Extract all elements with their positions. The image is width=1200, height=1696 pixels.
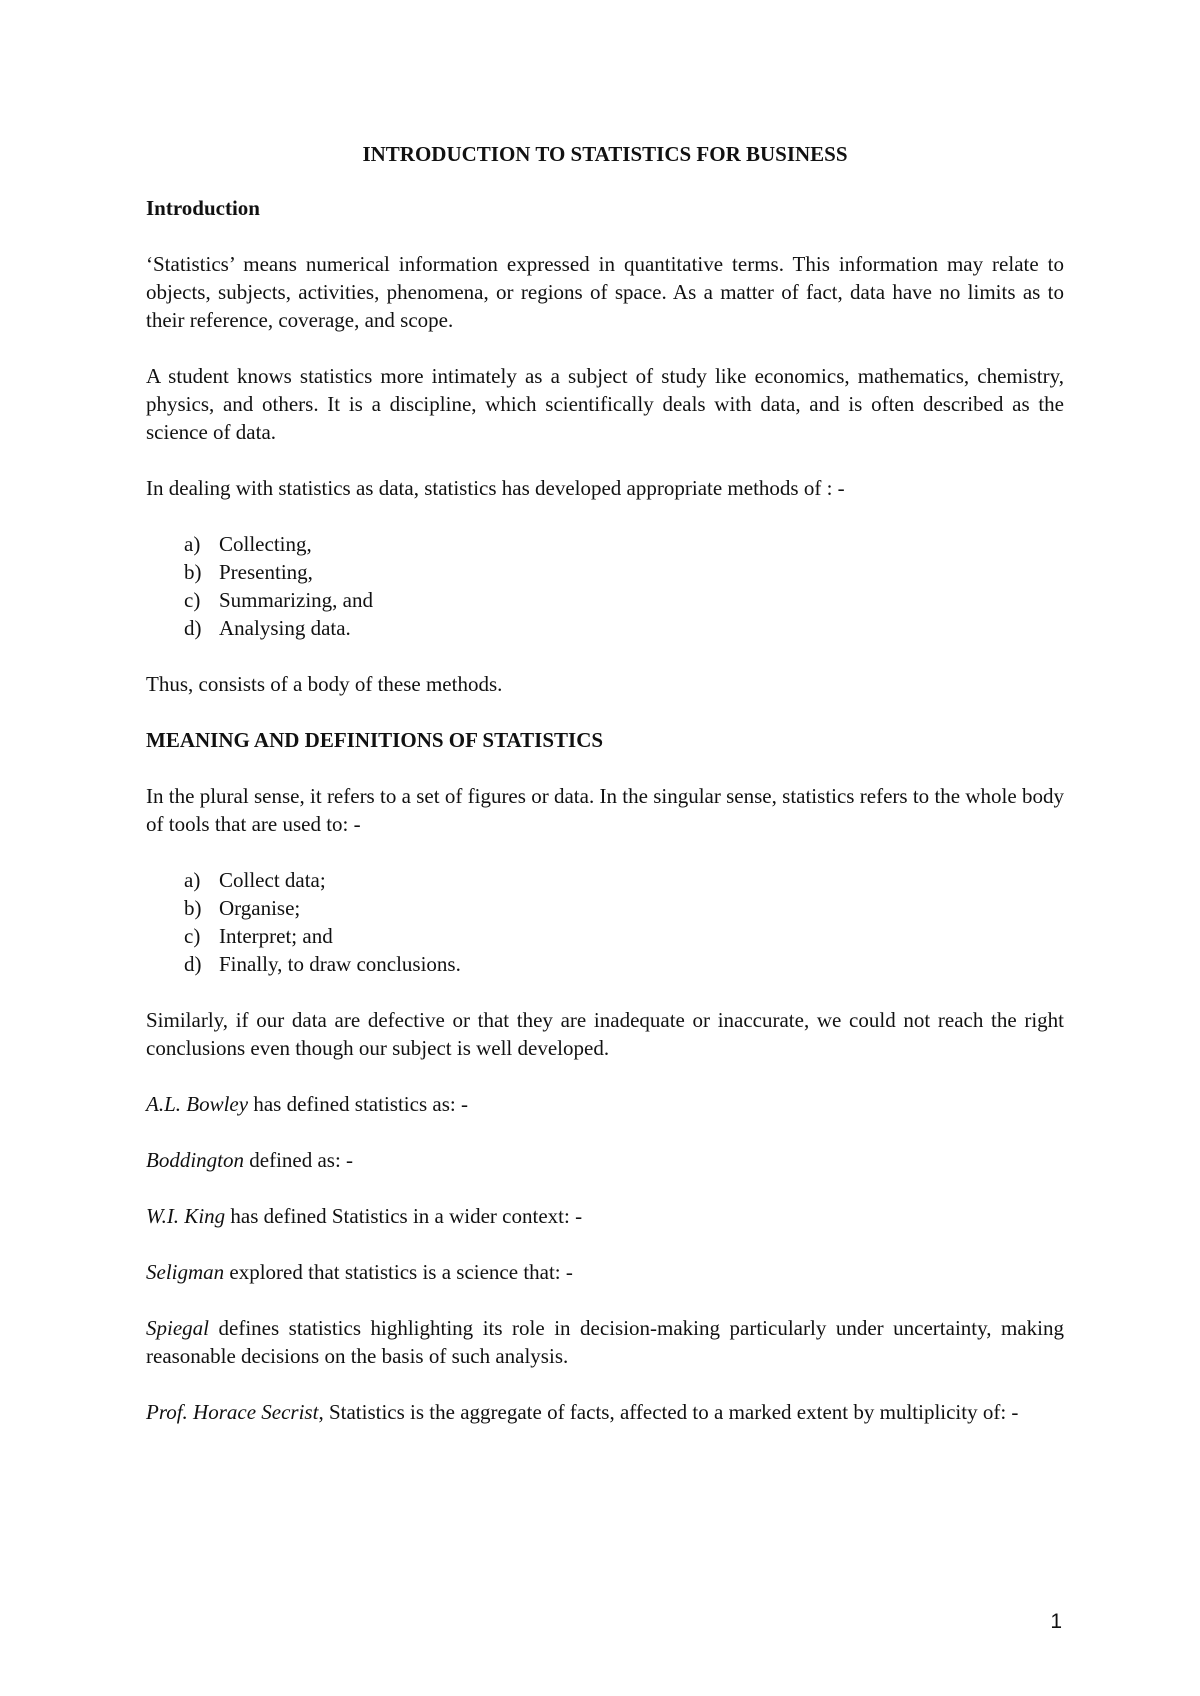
list-marker: d) <box>184 616 202 640</box>
paragraph-methods-intro: In dealing with statistics as data, statistics has developed appropriate methods of : - <box>146 476 845 500</box>
author-name: A.L. Bowley <box>146 1092 249 1116</box>
list-item <box>146 530 1064 558</box>
list-item <box>146 950 1064 978</box>
list-item <box>146 586 1064 614</box>
paragraph-thus-consists: Thus, consists of a body of these methods. <box>146 672 503 696</box>
list-item-text: Presenting, <box>219 560 313 584</box>
document-body <box>146 140 1064 1454</box>
author-name: Prof. Horace Secrist <box>146 1400 319 1424</box>
list-item-text: Summarizing, and <box>219 588 373 612</box>
list-marker: b) <box>184 560 202 584</box>
author-name: Boddington <box>146 1148 244 1172</box>
introduction-heading: Introduction <box>146 196 260 220</box>
list-marker: c) <box>184 588 201 612</box>
list-item <box>146 614 1064 642</box>
definition-text: explored that statistics is a science that: - <box>224 1260 573 1284</box>
list-marker: b) <box>184 896 202 920</box>
list-item-text: Finally, to draw conclusions. <box>219 952 461 976</box>
definition-spiegal <box>146 1314 1064 1370</box>
methods-list <box>146 530 1064 642</box>
list-item-text: Collecting, <box>219 532 312 556</box>
paragraph-student-knows: A student knows statistics more intimately as a subject of study like economics, mathematics, chemistry, physics, and others. It is a discipline, which scientifically deals with data, and is often described as the science of data. <box>146 364 1064 444</box>
list-item <box>146 558 1064 586</box>
definition-boddington <box>146 1146 1064 1174</box>
definition-text: , Statistics is the aggregate of facts, affected to a marked extent by multiplicity of: - <box>318 1400 1019 1424</box>
paragraph-statistics-meaning: ‘Statistics’ means numerical information expressed in quantitative terms. This information may relate to objects, subjects, activities, phenomena, or regions of space. As a matter of fact, data have no limits as to their reference, coverage, and scope. <box>146 252 1064 332</box>
paragraph-defective-data: Similarly, if our data are defective or that they are inadequate or inaccurate, we could not reach the right conclusions even though our subject is well developed. <box>146 1008 1064 1060</box>
definition-text: has defined Statistics in a wider context: - <box>225 1204 583 1228</box>
definition-seligman <box>146 1258 1064 1286</box>
paragraph-plural-sense: In the plural sense, it refers to a set of figures or data. In the singular sense, statistics refers to the whole body of tools that are used to: - <box>146 784 1064 836</box>
section-heading-meaning-definitions: MEANING AND DEFINITIONS OF STATISTICS <box>146 728 604 752</box>
list-item <box>146 866 1064 894</box>
list-item-text: Interpret; and <box>219 924 333 948</box>
list-item-text: Organise; <box>219 896 301 920</box>
tools-list <box>146 866 1064 978</box>
definition-secrist <box>146 1398 1064 1426</box>
list-marker: d) <box>184 952 202 976</box>
definition-text: defines statistics highlighting its role in decision-making particularly under uncertainty, making reasonable decisions on the basis of such analysis. <box>146 1316 1064 1368</box>
list-marker: a) <box>184 532 201 556</box>
list-marker: c) <box>184 924 201 948</box>
document-title: INTRODUCTION TO STATISTICS FOR BUSINESS <box>362 142 848 166</box>
definition-text: has defined statistics as: - <box>248 1092 468 1116</box>
list-marker: a) <box>184 868 201 892</box>
page-number: 1 <box>1050 1610 1062 1633</box>
definition-text: defined as: - <box>244 1148 354 1172</box>
author-name: Spiegal <box>146 1316 209 1340</box>
author-name: Seligman <box>146 1260 225 1284</box>
list-item <box>146 922 1064 950</box>
definition-bowley <box>146 1090 1064 1118</box>
list-item <box>146 894 1064 922</box>
definition-king <box>146 1202 1064 1230</box>
list-item-text: Collect data; <box>219 868 326 892</box>
list-item-text: Analysing data. <box>219 616 351 640</box>
author-name: W.I. King <box>146 1204 226 1228</box>
